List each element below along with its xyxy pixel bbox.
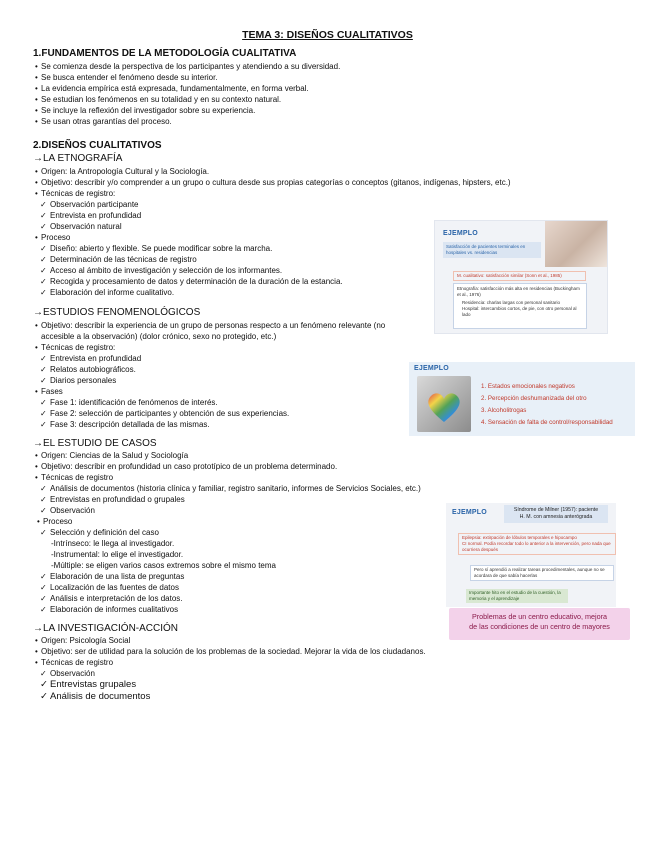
check-item: ✓ Observación natural: [40, 221, 511, 232]
check-item: ✓ Localización de las fuentes de datos: [40, 582, 421, 593]
list-item-continuation: accesible a la observación) (dolor crónico, sexo no protegido, etc.): [41, 332, 277, 341]
check-item: ✓ Elaboración de informes cualitativos: [40, 604, 421, 615]
list-item: • Técnicas de registro: [35, 657, 426, 668]
rainbow-heart-icon: [417, 376, 471, 432]
list-item: • Proceso: [35, 516, 421, 527]
check-item: ✓ Entrevista en profundidad: [40, 210, 511, 221]
check-item: ✓ Análisis e interpretación de los datos.: [40, 593, 421, 604]
check-item: ✓ Diseño: abierto y flexible. Se puede modificar sobre la marcha.: [40, 243, 511, 254]
etnografia-title: →LA ETNOGRAFÍA: [33, 153, 123, 164]
list-item: • Se incluye la reflexión del investigador sobre su experiencia.: [35, 105, 340, 116]
list-item: • Origen: la Antropología Cultural y la Sociología.: [35, 166, 511, 177]
fenomenologicos-title: →ESTUDIOS FENOMENOLÓGICOS: [33, 307, 201, 318]
example-3-note: Pero sí aprendió a realizar tareas procedimentales, aunque no se acordara de que sabía hacerlas: [470, 565, 614, 581]
check-item: ✓ Observación: [40, 668, 426, 679]
list-item: • Técnicas de registro:: [35, 188, 511, 199]
example-1-image: [434, 220, 608, 334]
example-2-image: [409, 362, 635, 436]
example-label: EJEMPLO: [443, 230, 478, 237]
example-1-note: Residencia: charlas largas con personal sanitario: [462, 300, 561, 305]
check-item: ✓ Observación: [40, 505, 421, 516]
list-item: • Se estudian los fenómenos en su totalidad y en su contexto natural.: [35, 94, 340, 105]
page-title: TEMA 3: DISEÑOS CUALITATIVOS: [242, 29, 413, 41]
check-item: ✓ Selección y definición del caso: [40, 527, 421, 538]
example-3-note: [458, 533, 616, 555]
check-item: ✓ Análisis de documentos: [40, 691, 426, 703]
example-3-note: Importante hito en el estudio de la cuestión, la memoria y el aprendizaje: [466, 589, 568, 603]
caption-line: de las condiciones de un centro de mayores: [469, 622, 610, 631]
example-1-panel: [453, 283, 587, 329]
list-item: • La evidencia empírica está expresada, fundamentalmente, en forma verbal.: [35, 83, 340, 94]
list-item: • Fases: [35, 386, 385, 397]
check-item: ✓ Entrevistas grupales: [40, 679, 426, 691]
list-item: • Objetivo: describir en profundidad un caso prototípico de un problema determinado.: [35, 461, 421, 472]
check-item: ✓ Diarios personales: [40, 375, 385, 386]
note-line: Epilepsia: extirpación de lóbulos temporales e hipocampo: [462, 535, 577, 540]
list-item: • Objetivo: describir la experiencia de un grupo de personas respecto a un fenómeno relevante (no: [35, 320, 385, 331]
section-1-list: [35, 61, 340, 127]
box-line: H. M. con amnesia anterógrada: [519, 514, 593, 520]
list-item: • Origen: Ciencias de la Salud y Sociología: [35, 450, 421, 461]
example-1-note: Etnografía: satisfacción más alta en residencias (Buckingham et al., 1976): [457, 286, 580, 297]
example-1-box: Satisfacción de pacientes terminales en hospitales vs. residencias: [443, 242, 541, 258]
check-item: ✓ Observación participante: [40, 199, 511, 210]
caption-line: Problemas de un centro educativo, mejora: [471, 612, 608, 621]
section-2-heading: 2.DISEÑOS CUALITATIVOS: [33, 140, 162, 151]
check-item: ✓ Recogida y procesamiento de datos y determinación de la duración de la estancia.: [40, 276, 511, 287]
example-label: EJEMPLO: [414, 365, 449, 372]
check-item: ✓ Fase 3: descripción detallada de las mismas.: [40, 419, 385, 430]
list-item: 1. Estados emocionales negativos: [481, 383, 575, 390]
list-item: • Técnicas de registro: [35, 472, 421, 483]
sub-item: -Múltiple: se eligen varios casos extremos sobre el mismo tema: [51, 561, 276, 570]
check-item: ✓ Análisis de documentos (historia clínica y familiar, registro sanitario, informes de Servicios Sociales, etc.): [40, 483, 421, 494]
investigacion-accion-title: →LA INVESTIGACIÓN-ACCIÓN: [33, 623, 179, 634]
check-item: ✓ Elaboración del informe cualitativo.: [40, 287, 511, 298]
example-3-caption: [449, 608, 630, 640]
investigacion-accion-content: [35, 635, 426, 703]
list-item: • Origen: Psicología Social: [35, 635, 426, 646]
check-item: ✓ Fase 1: identificación de fenómenos de interés.: [40, 397, 385, 408]
example-1-note: Hospital: intercambios cortos, de pie, con otro personal al lado: [462, 306, 577, 317]
section-1-heading: 1.FUNDAMENTOS DE LA METODOLOGÍA CUALITATIVA: [33, 48, 297, 59]
check-item: ✓ Fase 2: selección de participantes y obtención de sus experiencias.: [40, 408, 385, 419]
example-1-note: M. cualitativo: satisfacción similar (Sonn et al., 1985): [453, 271, 586, 281]
box-line: Síndrome de Milner (1957): paciente: [513, 507, 599, 513]
estudio-casos-title: →EL ESTUDIO DE CASOS: [33, 438, 157, 449]
check-item: ✓ Acceso al ámbito de investigación y selección de los informantes.: [40, 265, 511, 276]
list-item: • Proceso: [35, 232, 511, 243]
photo-patient: [545, 221, 607, 267]
sub-item: -Intrínseco: le llega al investigador.: [51, 539, 175, 548]
photo-condoms: [417, 376, 471, 432]
check-item: ✓ Entrevista en profundidad: [40, 353, 385, 364]
list-item: • Técnicas de registro:: [35, 342, 385, 353]
example-3-box: [504, 505, 608, 523]
list-item: 3. Alcoholitrogas: [481, 407, 527, 414]
check-item: ✓ Elaboración de una lista de preguntas: [40, 571, 421, 582]
estudio-casos-content: [35, 450, 421, 615]
example-2-list: [481, 381, 613, 429]
list-item: 4. Sensación de falta de control/responsabilidad: [481, 419, 613, 426]
list-item: • Se usan otras garantías del proceso.: [35, 116, 340, 127]
list-item: 2. Percepción deshumanizada del otro: [481, 395, 587, 402]
sub-item: -Instrumental: lo elige el investigador.: [51, 550, 184, 559]
list-item: • Se comienza desde la perspectiva de los participantes y atendiendo a su diversidad.: [35, 61, 340, 72]
list-item: • Objetivo: describir y/o comprender a un grupo o cultura desde sus propias categorías o conceptos (gitanos, indígenas, hipsters, etc.): [35, 177, 511, 188]
check-item: ✓ Relatos autobiográficos.: [40, 364, 385, 375]
list-item: • Se busca entender el fenómeno desde su interior.: [35, 72, 340, 83]
example-3-image: [446, 503, 616, 607]
example-label: EJEMPLO: [452, 509, 487, 516]
fenomenologicos-content: [35, 320, 385, 430]
check-item: ✓ Determinación de las técnicas de registro: [40, 254, 511, 265]
note-line: CI normal. Podía recordar todo lo anterior a la intervención, pero nada que ocurriera después: [462, 541, 611, 552]
check-item: ✓ Entrevistas en profundidad o grupales: [40, 494, 421, 505]
list-item: • Objetivo: ser de utilidad para la solución de los problemas de la sociedad. Mejorar la vida de los ciudadanos.: [35, 646, 426, 657]
